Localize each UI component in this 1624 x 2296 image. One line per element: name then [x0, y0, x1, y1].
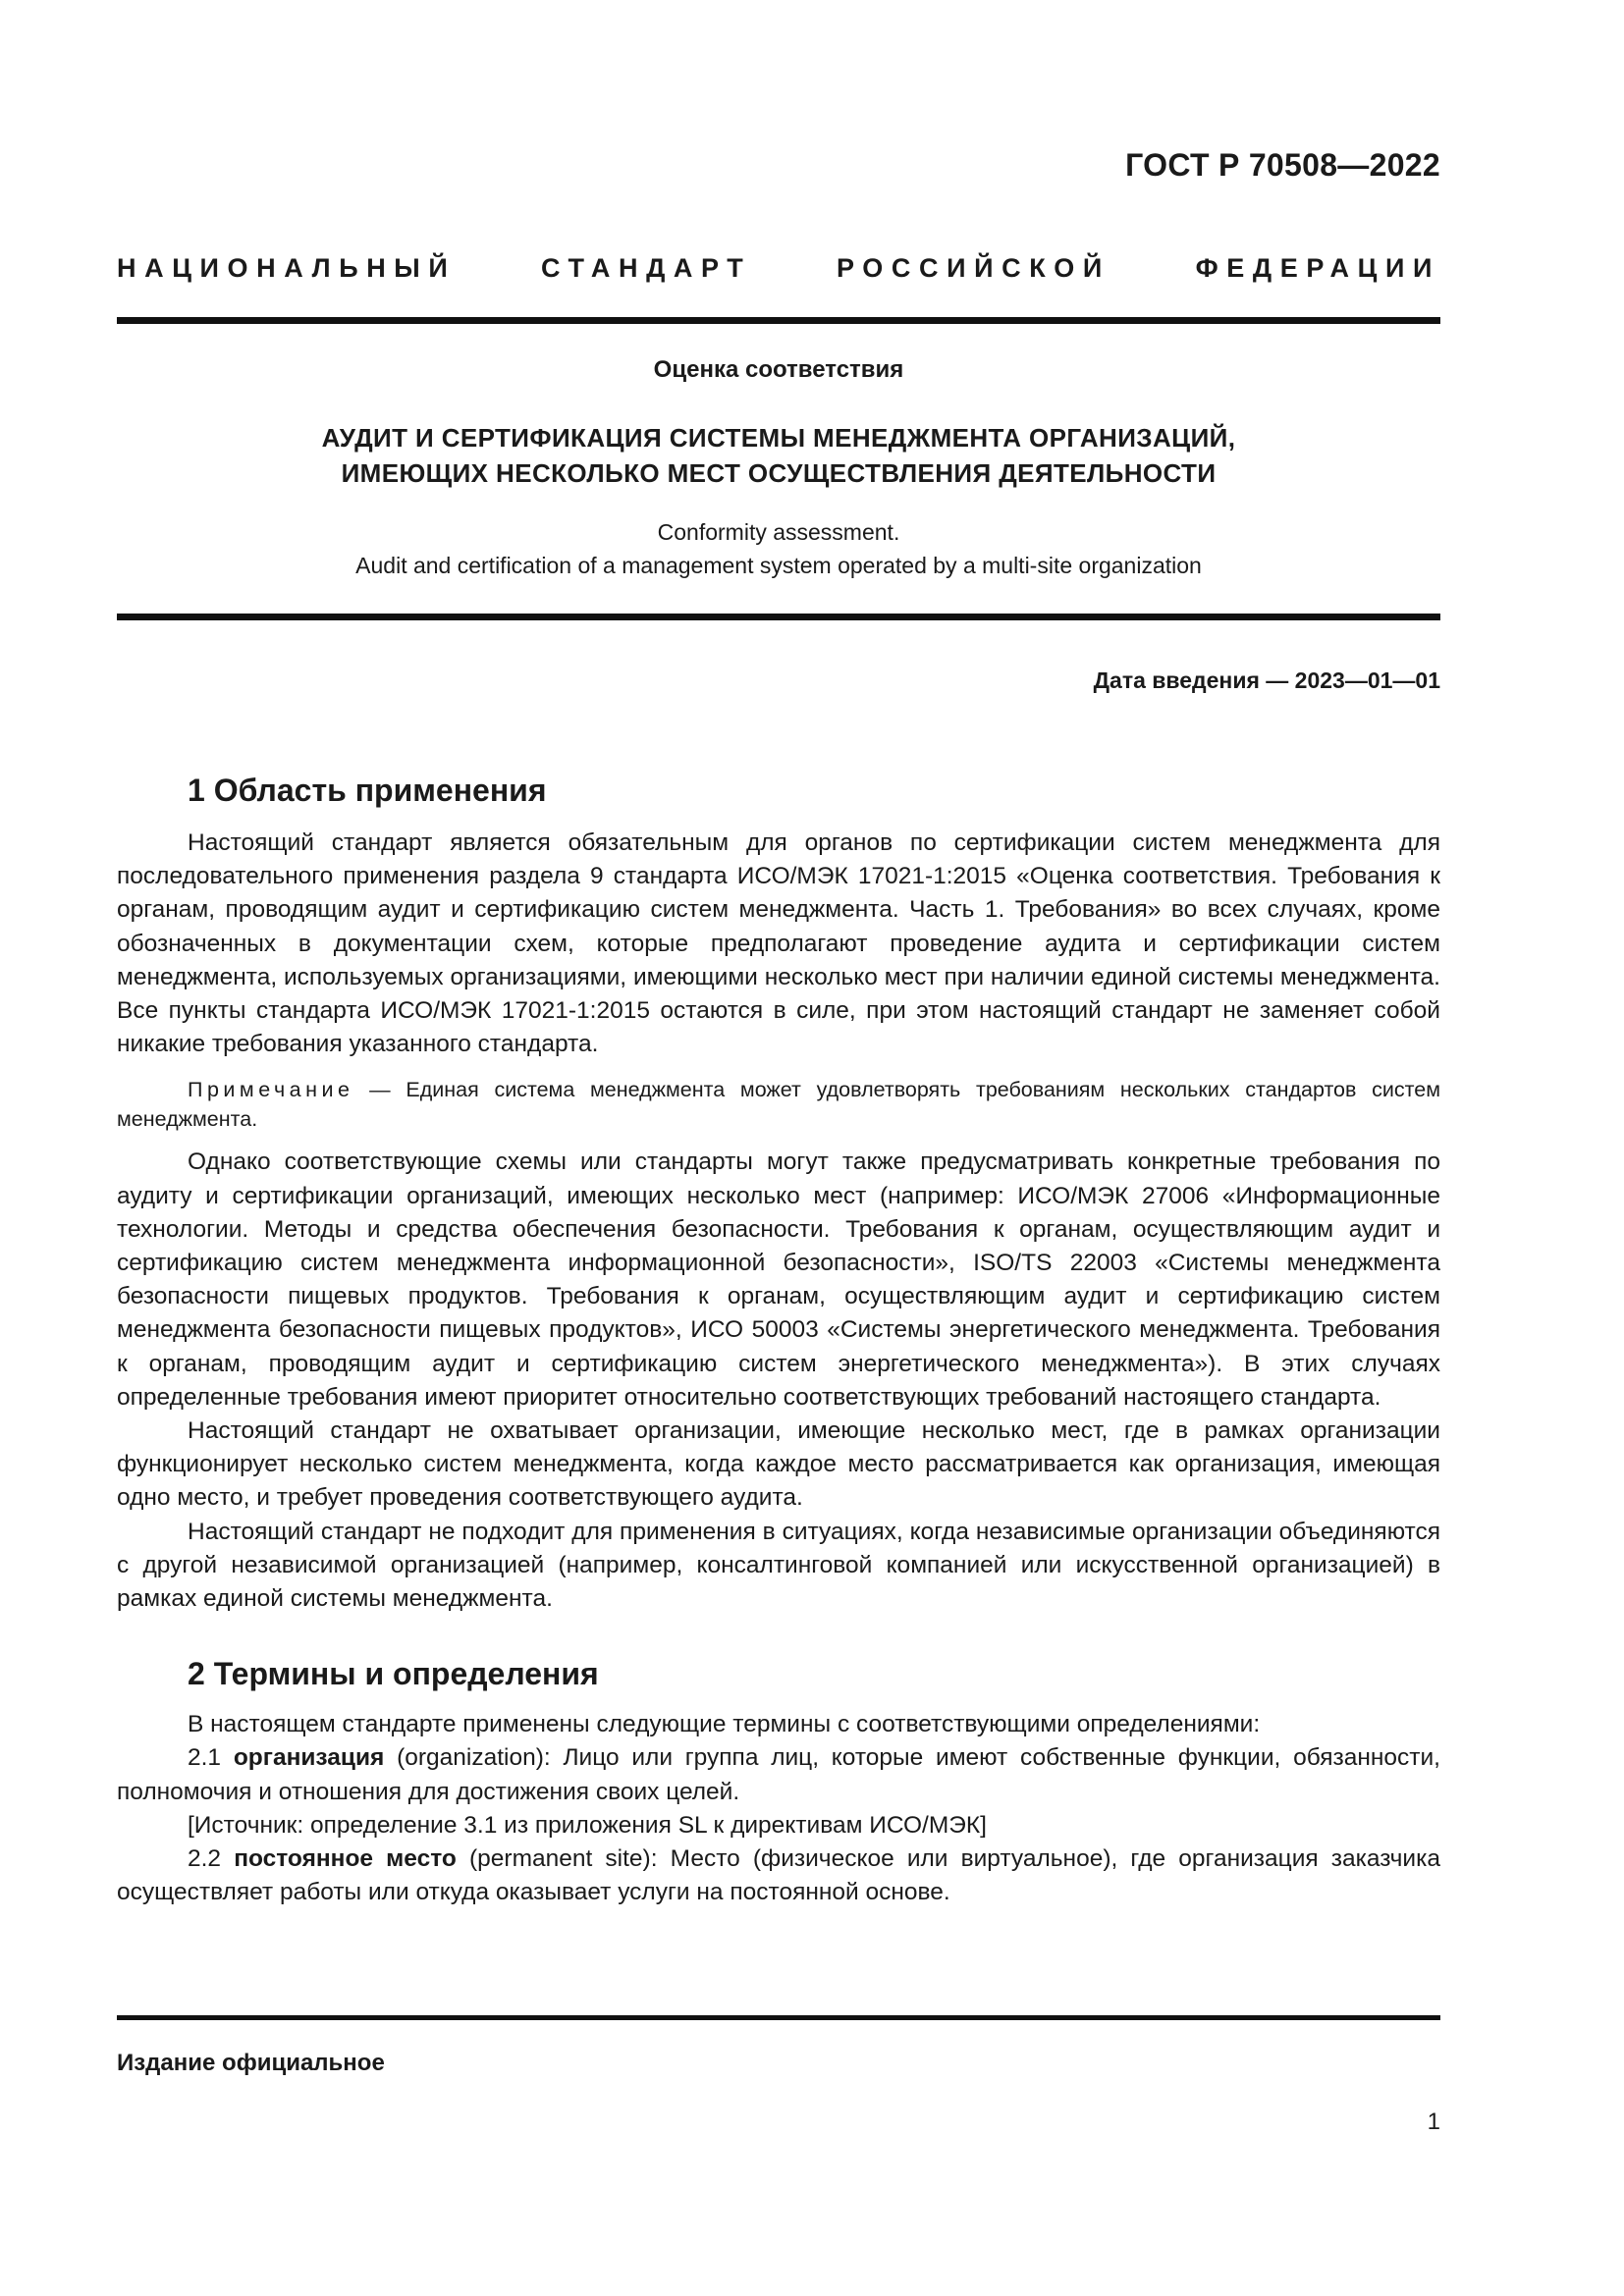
term-2-1 [117, 1741, 1440, 1808]
term-2-2-number: 2.2 [188, 1845, 235, 1873]
section-1-heading: 1 Область применения [188, 773, 547, 808]
document-page [117, 0, 1440, 2296]
title-line-2: ИМЕЮЩИХ НЕСКОЛЬКО МЕСТ ОСУЩЕСТВЛЕНИЯ ДЕЯТЕЛЬНОСТИ [341, 458, 1217, 488]
document-title [117, 420, 1440, 491]
official-edition-label: Издание официальное [117, 2050, 385, 2076]
section-1-paragraph-4: Настоящий стандарт не подходит для применения в ситуациях, когда независимые организации объединяются с другой независимой организацией (например, консалтинговой компанией или искусственной организацией) в рамках единой системы менеджмента. [117, 1518, 1440, 1613]
term-2-1-definition: (organization): Лицо или группа лиц, которые имеют собственные функции, обязанности, полномочия и отношения для достижения своих целей. [117, 1744, 1440, 1805]
term-2-2-definition: (permanent site): Место (физическое или виртуальное), где организация заказчика осуществляет работы или откуда оказывает услуги на постоянной основе. [117, 1845, 1440, 1906]
title-en-line-1: Conformity assessment. [657, 519, 900, 545]
national-standard-heading: НАЦИОНАЛЬНЫЙ СТАНДАРТ РОССИЙСКОЙ ФЕДЕРАЦИИ [117, 253, 1440, 283]
title-en-line-2: Audit and certification of a management system operated by a multi-site organization [355, 553, 1202, 578]
document-title-english [117, 515, 1440, 582]
term-2-2-word: постоянное место [234, 1845, 457, 1873]
term-2-2 [117, 1842, 1440, 1909]
introduction-date: Дата введения — 2023—01—01 [1093, 667, 1440, 693]
note-paragraph [117, 1075, 1440, 1134]
page-number: 1 [1427, 2109, 1440, 2135]
section-1-paragraph-2: Однако соответствующие схемы или стандарты могут также предусматривать конкретные требования по аудиту и сертификации организаций, имеющих несколько мест (например: ИСО/МЭК 27006 «Информационные технологии. Методы и средства обеспечения безопасности. Требования к органам, осуществляющим аудит и сертификацию систем менеджмента информационной безопасности», ISO/TS 22003 «Системы менеджмента безопасности пищевых продуктов. Требования к органам, осуществляющим аудит и сертификацию систем менеджмента безопасности пищевых продуктов», ИСО 50003 «Системы энергетического менеджмента. Требования к органам, проводящим аудит и сертификацию систем энергетического менеджмента»). В этих случаях определенные требования имеют приоритет относительно соответствующих требований настоящего стандарта. [117, 1148, 1440, 1411]
footer-divider [117, 2015, 1440, 2020]
document-subtitle: Оценка соответствия [653, 356, 904, 383]
note-text: — Единая система менеджмента может удовлетворять требованиям нескольких стандартов систем менеджмента. [117, 1078, 1440, 1132]
section-1-paragraph-3: Настоящий стандарт не охватывает организации, имеющие несколько мест, где в рамках организации функционирует несколько систем менеджмента, когда каждое место рассматривается как организация, имеющая одно место, и требует проведения соответствующего аудита. [117, 1417, 1440, 1512]
section-2-intro: В настоящем стандарте применены следующие термины с соответствующими определениями: [188, 1711, 1261, 1738]
title-divider [117, 614, 1440, 620]
section-1-paragraph-1: Настоящий стандарт является обязательным для органов по сертификации систем менеджмента для последовательного применения раздела 9 стандарта ИСО/МЭК 17021-1:2015 «Оценка соответствия. Требования к органам, проводящим аудит и сертификацию систем менеджмента. Часть 1. Требования» во всех случаях, кроме обозначенных в документации схем, которые предполагают проведение аудита и сертификации систем менеджмента, используемых организациями, имеющими несколько мест при наличии единой системы менеджмента. Все пункты стандарта ИСО/МЭК 17021-1:2015 остаются в силе, при этом настоящий стандарт не заменяет собой никакие требования указанного стандарта. [117, 829, 1440, 1058]
top-divider [117, 317, 1440, 324]
document-body [117, 766, 1440, 1909]
document-code: ГОСТ Р 70508—2022 [1125, 147, 1440, 183]
term-2-1-word: организация [233, 1744, 385, 1772]
section-2-heading: 2 Термины и определения [188, 1656, 599, 1692]
term-2-1-source: [Источник: определение 3.1 из приложения SL к директивам ИСО/МЭК] [188, 1811, 987, 1839]
note-label: Примечание [188, 1078, 354, 1102]
title-line-1: АУДИТ И СЕРТИФИКАЦИЯ СИСТЕМЫ МЕНЕДЖМЕНТА ОРГАНИЗАЦИЙ, [321, 423, 1236, 453]
term-2-1-number: 2.1 [188, 1744, 234, 1772]
